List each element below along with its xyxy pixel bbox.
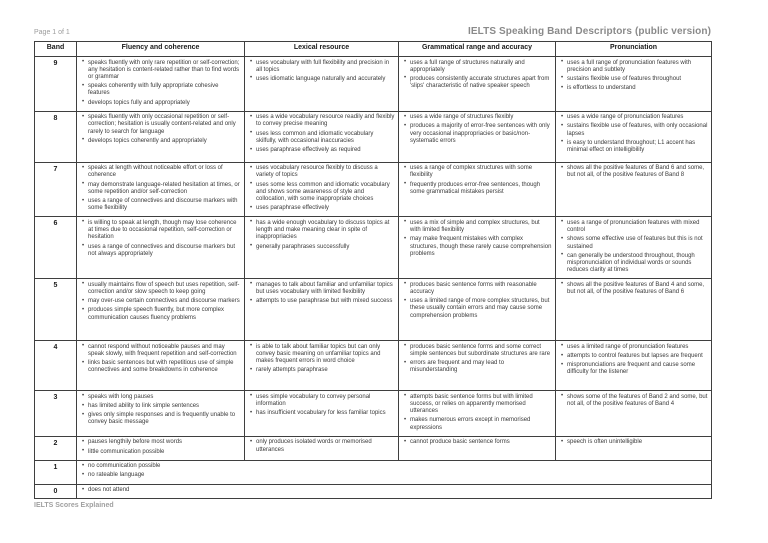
- descriptor-item: • uses a full range of structures naturally and appropriately: [403, 60, 552, 74]
- band-descriptors-table: [34, 41, 712, 499]
- table-row: [35, 341, 712, 391]
- band-cell: 9: [35, 57, 77, 112]
- descriptor-item: • is able to talk about familiar topics but can only convey basic meaning on unfamiliar topics and makes frequent errors in word choice: [249, 344, 395, 366]
- pronunciation-cell: [556, 217, 712, 279]
- descriptor-item: • uses paraphrase effectively as required: [249, 147, 395, 154]
- page-number-label: Page 1 of 1: [34, 29, 70, 36]
- descriptor-item: • has a wide enough vocabulary to discuss topics at length and make meaning clear in spite of inappropriacies: [249, 220, 395, 242]
- table-row: [35, 217, 712, 279]
- descriptor-list: [249, 165, 395, 212]
- descriptor-list: [81, 463, 708, 479]
- descriptor-item: • uses a wide vocabulary resource readily and flexibly to convey precise meaning: [249, 114, 395, 128]
- descriptor-item: • uses paraphrase effectively: [249, 205, 395, 212]
- fluency-cell: [77, 341, 245, 391]
- descriptor-item: • produces a majority of error-free sentences with only very occasional inappropriacies or basic/non-systematic errors: [403, 123, 552, 145]
- descriptor-item: • speaks fluently with only occasional repetition or self-correction; hesitation is usually content-related and only rarely to search for language: [81, 114, 241, 136]
- descriptor-item: • develops topics fully and appropriately: [81, 100, 241, 107]
- descriptor-item: • only produces isolated words or memorised utterances: [249, 439, 395, 453]
- descriptor-list: [403, 165, 552, 196]
- descriptor-item: • is easy to understand throughout; L1 accent has minimal effect on intelligibility: [560, 140, 708, 154]
- descriptor-list: [403, 344, 552, 375]
- grammar-cell: [399, 111, 556, 162]
- descriptor-list: [560, 439, 708, 446]
- descriptor-item: • speaks at length without noticeable effort or loss of coherence: [81, 165, 241, 179]
- descriptor-item: • has insufficient vocabulary for less familiar topics: [249, 410, 395, 417]
- descriptor-item: • does not attend: [81, 487, 708, 494]
- lexical-cell: [245, 57, 399, 112]
- descriptor-item: • attempts to use paraphrase but with mixed success: [249, 298, 395, 305]
- lexical-cell: [245, 341, 399, 391]
- header-lexical: Lexical resource: [245, 42, 399, 57]
- descriptor-item: • links basic sentences but with repetitious use of simple connectives and some breakdowns in coherence: [81, 360, 241, 374]
- descriptor-item: • uses a range of connectives and discourse markers with some flexibility: [81, 198, 241, 212]
- descriptor-item: • uses idiomatic language naturally and accurately: [249, 76, 395, 83]
- pronunciation-cell: [556, 57, 712, 112]
- band-cell: 6: [35, 217, 77, 279]
- pronunciation-cell: [556, 341, 712, 391]
- descriptor-item: • speaks fluently with only rare repetition or self-correction; any hesitation is content-related rather than to find words or grammar: [81, 60, 241, 82]
- descriptor-item: • speech is often unintelligible: [560, 439, 708, 446]
- fluency-cell: [77, 217, 245, 279]
- table-row: [35, 484, 712, 499]
- descriptor-item: • shows all the positive features of Band 6 and some, but not all, of the positive features of Band 8: [560, 165, 708, 179]
- descriptor-list: [249, 114, 395, 154]
- lexical-cell: [245, 279, 399, 341]
- descriptor-item: • produces consistently accurate structures apart from 'slips' characteristic of native speaker speech: [403, 76, 552, 90]
- grammar-cell: [399, 341, 556, 391]
- band-cell: 1: [35, 460, 77, 484]
- descriptor-list: [81, 220, 241, 258]
- document-page: [34, 26, 711, 499]
- descriptor-list: [560, 394, 708, 408]
- descriptor-item: • shows some of the features of Band 2 and some, but not all, of the positive features of Band 4: [560, 394, 708, 408]
- descriptor-list: [81, 282, 241, 322]
- descriptor-item: • uses a wide range of pronunciation features: [560, 114, 708, 121]
- table-row: [35, 436, 712, 460]
- table-row: [35, 162, 712, 217]
- grammar-cell: [399, 436, 556, 460]
- table-row: [35, 111, 712, 162]
- band-cell: 3: [35, 391, 77, 437]
- descriptor-item: • pauses lengthily before most words: [81, 439, 241, 446]
- descriptor-item: • shows some effective use of features but this is not sustained: [560, 236, 708, 250]
- lexical-cell: [245, 436, 399, 460]
- descriptor-item: • sustains flexible use of features, with only occasional lapses: [560, 123, 708, 137]
- descriptor-item: • uses a range of complex structures with some flexibility: [403, 165, 552, 179]
- descriptor-item: • cannot respond without noticeable pauses and may speak slowly, with frequent repetition and self-correction: [81, 344, 241, 358]
- fluency-cell: [77, 162, 245, 217]
- descriptor-item: • attempts basic sentence forms but with limited success, or relies on apparently memorised utterances: [403, 394, 552, 416]
- descriptor-item: • uses a range of connectives and discourse markers but not always appropriately: [81, 244, 241, 258]
- band-cell: 8: [35, 111, 77, 162]
- descriptor-list: [81, 439, 241, 455]
- band-cell: 2: [35, 436, 77, 460]
- page-header: [34, 26, 711, 37]
- descriptor-item: • may make frequent mistakes with complex structures, though these rarely cause comprehension problems: [403, 236, 552, 258]
- descriptor-item: • makes numerous errors except in memorised expressions: [403, 417, 552, 431]
- descriptor-item: • uses a wide range of structures flexibly: [403, 114, 552, 121]
- descriptor-item: • manages to talk about familiar and unfamiliar topics but uses vocabulary with limited flexibility: [249, 282, 395, 296]
- lexical-cell: [245, 217, 399, 279]
- descriptor-item: • uses a range of pronunciation features with mixed control: [560, 220, 708, 234]
- band-cell: 0: [35, 484, 77, 499]
- descriptor-item: • produces basic sentence forms with reasonable accuracy: [403, 282, 552, 296]
- descriptor-list: [249, 220, 395, 251]
- descriptor-item: • frequently produces error-free sentences, though some grammatical mistakes persist: [403, 182, 552, 196]
- lexical-cell: [245, 391, 399, 437]
- descriptor-list: [560, 60, 708, 93]
- grammar-cell: [399, 279, 556, 341]
- table-row: [35, 460, 712, 484]
- descriptor-item: • gives only simple responses and is frequently unable to convey basic message: [81, 412, 241, 426]
- descriptor-item: • uses simple vocabulary to convey personal information: [249, 394, 395, 408]
- descriptor-list: [249, 439, 395, 453]
- descriptor-item: • uses vocabulary with full flexibility and precision in all topics: [249, 60, 395, 74]
- descriptor-item: • uses a limited range of more complex structures, but these usually contain errors and may cause some comprehension problems: [403, 298, 552, 320]
- descriptor-list: [81, 165, 241, 212]
- fluency-cell: [77, 57, 245, 112]
- descriptor-item: • sustains flexible use of features throughout: [560, 76, 708, 83]
- descriptor-item: • cannot produce basic sentence forms: [403, 439, 552, 446]
- descriptor-item: • attempts to control features but lapses are frequent: [560, 353, 708, 360]
- header-pronunciation: Pronunciation: [556, 42, 712, 57]
- descriptor-list: [560, 344, 708, 377]
- table-row: [35, 279, 712, 341]
- descriptor-list: [560, 282, 708, 296]
- descriptor-item: • speaks coherently with fully appropriate cohesive features: [81, 83, 241, 97]
- descriptor-item: • produces simple speech fluently, but more complex communication causes fluency problems: [81, 307, 241, 321]
- header-fluency: Fluency and coherence: [77, 42, 245, 57]
- fluency-cell: [77, 391, 245, 437]
- lexical-cell: [245, 111, 399, 162]
- grammar-cell: [399, 57, 556, 112]
- descriptor-item: • is willing to speak at length, though may lose coherence at times due to occasional repetition, self-correction or hesitation: [81, 220, 241, 242]
- pronunciation-cell: [556, 436, 712, 460]
- descriptor-item: • uses a limited range of pronunciation features: [560, 344, 708, 351]
- descriptor-item: • generally paraphrases successfully: [249, 244, 395, 251]
- descriptor-item: • uses some less common and idiomatic vocabulary and shows some awareness of style and collocation, with some inappropriate choices: [249, 182, 395, 204]
- descriptor-list: [403, 60, 552, 91]
- fluency-cell: [77, 436, 245, 460]
- descriptor-list: [560, 114, 708, 154]
- descriptor-item: • no rateable language: [81, 472, 708, 479]
- lexical-cell: [245, 162, 399, 217]
- descriptor-list: [403, 394, 552, 432]
- table-row: [35, 57, 712, 112]
- descriptor-item: • produces basic sentence forms and some correct simple sentences but subordinate structures are rare: [403, 344, 552, 358]
- grammar-cell: [399, 217, 556, 279]
- footer-branding: IELTS Scores Explained: [34, 502, 114, 509]
- descriptor-list: [81, 60, 241, 107]
- table-row: [35, 391, 712, 437]
- descriptor-list: [249, 394, 395, 418]
- table-header-row: [35, 42, 712, 57]
- header-grammar: Grammatical range and accuracy: [399, 42, 556, 57]
- pronunciation-cell: [556, 111, 712, 162]
- merged-descriptor-cell: [77, 484, 712, 499]
- descriptor-item: • uses less common and idiomatic vocabulary skilfully, with occasional inaccuracies: [249, 131, 395, 145]
- fluency-cell: [77, 279, 245, 341]
- fluency-cell: [77, 111, 245, 162]
- descriptor-item: • develops topics coherently and appropriately: [81, 138, 241, 145]
- descriptor-item: • is effortless to understand: [560, 85, 708, 92]
- descriptor-item: • can generally be understood throughout, though mispronunciation of individual words or sounds reduces clarity at times: [560, 253, 708, 275]
- pronunciation-cell: [556, 391, 712, 437]
- descriptor-item: • mispronunciations are frequent and cause some difficulty for the listener: [560, 362, 708, 376]
- descriptor-item: • may over-use certain connectives and discourse markers: [81, 298, 241, 305]
- descriptor-item: • speaks with long pauses: [81, 394, 241, 401]
- descriptor-item: • errors are frequent and may lead to misunderstanding: [403, 360, 552, 374]
- document-title: IELTS Speaking Band Descriptors (public version): [468, 26, 711, 37]
- pronunciation-cell: [556, 162, 712, 217]
- descriptor-list: [249, 60, 395, 84]
- grammar-cell: [399, 391, 556, 437]
- descriptor-item: • uses a full range of pronunciation features with precision and subtlety: [560, 60, 708, 74]
- descriptor-item: • may demonstrate language-related hesitation at times, or some repetition and/or self-correction: [81, 182, 241, 196]
- descriptor-item: • shows all the positive features of Band 4 and some, but not all, of the positive features of Band 6: [560, 282, 708, 296]
- descriptor-item: • uses a mix of simple and complex structures, but with limited flexibility: [403, 220, 552, 234]
- descriptor-item: • little communication possible: [81, 449, 241, 456]
- descriptor-list: [403, 439, 552, 446]
- band-table-body: [35, 57, 712, 499]
- descriptor-item: • usually maintains flow of speech but uses repetition, self-correction and/or slow speech to keep going: [81, 282, 241, 296]
- header-band: Band: [35, 42, 77, 57]
- descriptor-item: • uses vocabulary resource flexibly to discuss a variety of topics: [249, 165, 395, 179]
- descriptor-list: [81, 487, 708, 494]
- descriptor-item: • has limited ability to link simple sentences: [81, 403, 241, 410]
- descriptor-list: [249, 344, 395, 375]
- descriptor-list: [403, 220, 552, 258]
- merged-descriptor-cell: [77, 460, 712, 484]
- descriptor-list: [249, 282, 395, 306]
- pronunciation-cell: [556, 279, 712, 341]
- descriptor-list: [81, 394, 241, 427]
- descriptor-item: • rarely attempts paraphrase: [249, 367, 395, 374]
- band-cell: 7: [35, 162, 77, 217]
- descriptor-list: [81, 114, 241, 145]
- descriptor-item: • no communication possible: [81, 463, 708, 470]
- descriptor-list: [560, 165, 708, 179]
- descriptor-list: [560, 220, 708, 274]
- descriptor-list: [81, 344, 241, 375]
- band-cell: 5: [35, 279, 77, 341]
- band-cell: 4: [35, 341, 77, 391]
- grammar-cell: [399, 162, 556, 217]
- descriptor-list: [403, 114, 552, 145]
- descriptor-list: [403, 282, 552, 320]
